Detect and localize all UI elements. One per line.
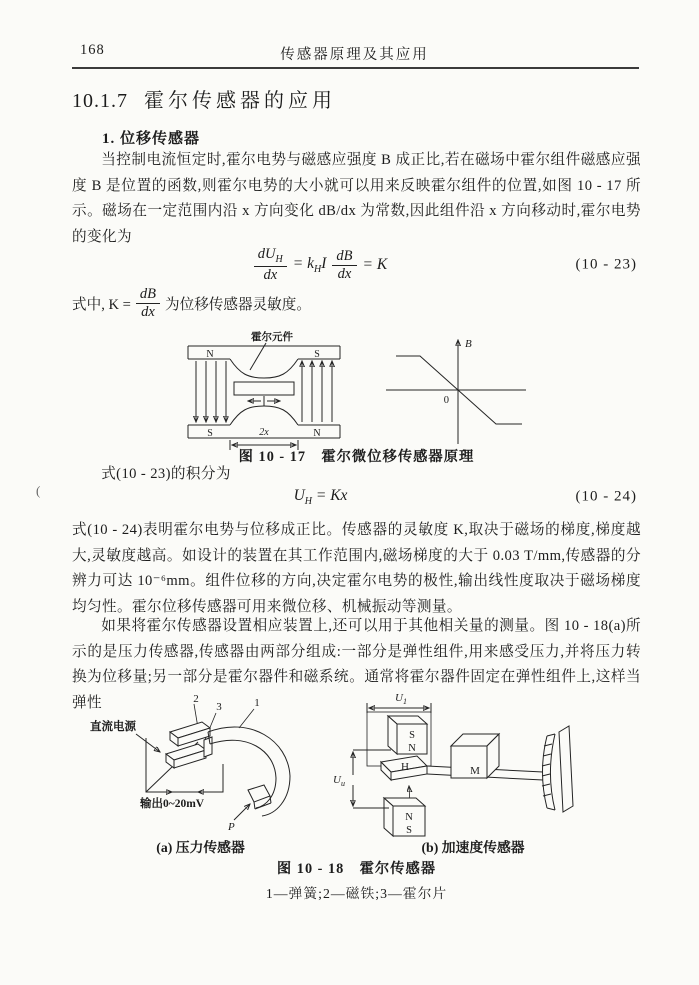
magnet-system	[166, 722, 210, 768]
equation-10-24	[72, 482, 641, 512]
pole-label-bottom-right: N	[312, 428, 321, 439]
figure-10-17	[72, 330, 641, 450]
hall-label: H	[401, 761, 409, 773]
scan-artifact: (	[36, 483, 41, 498]
k-def-lead: 式中, K =	[72, 296, 131, 313]
bottom-magnet-s: S	[406, 825, 412, 836]
section-number: 10.1.7	[72, 90, 128, 112]
mount-wall	[559, 726, 573, 812]
eq23-middle: = $k_HI$	[292, 254, 327, 276]
fig18a-caption: (a) 压力传感器	[156, 840, 245, 855]
fig17-pole-diagram	[184, 330, 344, 450]
integral-intro: 式(10 - 23)的积分为	[101, 466, 231, 482]
callout-1-leader	[239, 709, 254, 728]
k-def-tail: 为位移传感器灵敏度。	[165, 296, 311, 313]
gap-dimension-label: 2x	[258, 427, 269, 438]
pressure-label: P	[228, 821, 235, 833]
fig18b-acceleration-sensor	[323, 690, 623, 840]
hall-plate	[204, 737, 212, 757]
dc-power-label: 直流电源	[90, 721, 136, 733]
eq23-tag: (10 - 23)	[575, 256, 637, 273]
subsection-heading: 1. 位移传感器	[102, 131, 201, 147]
fraction-dB-dx: $\frac{dB}{dx}$	[332, 248, 356, 282]
fig18-legend: 1—弹簧;2—磁铁;3—霍尔片	[265, 886, 448, 901]
hall-element-label: 霍尔元件	[250, 332, 293, 343]
ui-label: $U_1$	[395, 692, 407, 706]
displacement-arrows	[248, 396, 280, 406]
hall-element-leader	[250, 343, 266, 370]
leaf-spring	[542, 734, 555, 810]
pole-label-bottom-left: S	[206, 428, 213, 439]
paragraph-3: 如果将霍尔传感器设置相应装置上,还可以用于其他相关量的测量。图 10 - 18(a)所示的是压力传感器,传感器由两部分组成:一部分是弹性组件,用来感受压力,并将压力转换为位移量;另一部分是霍尔器件和磁系统。通常将霍尔器件固定在弹性组件上,这样当弹性	[72, 618, 641, 711]
field-arrows-down	[196, 361, 226, 422]
pressure-arrow	[234, 804, 250, 820]
ui-dimension	[367, 703, 431, 713]
paragraph-1: 当控制电流恒定时,霍尔电势与磁感应强度 B 成正比,若在磁场中霍尔组件磁感应强度 B 是位置的函数,则霍尔电势的大小就可以用来反映霍尔组件的位置,如图 10 - 17 所示。磁场在一定范围内沿 x 方向变化 dB/dx 为常数,因此组件沿 x 方向移动时,霍尔电势的变化为	[72, 152, 641, 245]
page-number: 168	[80, 42, 105, 58]
running-title: 传感器原理及其应用	[280, 47, 429, 63]
callout-2: 2	[193, 693, 199, 705]
page-header	[72, 42, 637, 64]
bourdon-tube	[208, 727, 290, 816]
y-axis-label: B	[464, 338, 472, 350]
fig18-subcaptions	[78, 836, 641, 856]
field-arrows-up	[302, 361, 332, 422]
fig17-b-x-graph	[380, 330, 530, 450]
pole-label-top-left: N	[205, 349, 214, 360]
tube-end-block	[248, 785, 271, 809]
header-rule	[72, 67, 639, 69]
dc-power-leader	[136, 734, 160, 752]
section-title: 霍尔传感器的应用	[144, 90, 336, 112]
top-magnet-s: S	[409, 730, 415, 741]
origin-label: 0	[443, 395, 449, 406]
top-magnet-n: N	[408, 743, 416, 754]
uu-label: $U_u$	[333, 774, 345, 788]
k-definition-line	[72, 286, 311, 320]
fig18b-caption: (b) 加速度传感器	[421, 840, 525, 855]
pole-label-top-right: S	[313, 349, 320, 360]
fig17-caption: 图 10 - 17 霍尔微位移传感器原理	[238, 449, 475, 465]
output-label: 输出0~20mV	[140, 798, 205, 810]
eq24-tag: (10 - 24)	[575, 488, 637, 505]
fig18-caption: 图 10 - 18 霍尔传感器	[276, 861, 437, 877]
k-def-fraction: $\frac{dB}{dx}$	[136, 286, 160, 320]
bottom-magnet-n: N	[405, 812, 413, 823]
section-heading	[72, 84, 336, 113]
fraction-dUH-dx: $\frac{dU_H}{dx}$	[254, 246, 287, 283]
figure-10-18	[78, 690, 641, 840]
hall-element-plate	[234, 382, 294, 395]
callout-3: 3	[216, 701, 222, 713]
eq24-body: $U_H = Kx$	[293, 486, 348, 508]
equation-10-23	[72, 244, 641, 286]
eq23-result: = K	[362, 256, 388, 273]
paragraph-2: 式(10 - 24)表明霍尔电势与位移成正比。传感器的灵敏度 K,取决于磁场的梯度,梯度越大,灵敏度越高。如设计的装置在其工作范围内,磁场梯度的大于 0.03 T/mm,传感器的分辨力可达 10⁻⁶mm。组件位移的方向,决定霍尔电势的极性,输出线性度取决于磁场梯度均匀性。霍尔位移传感器可用来微位移、机械振动等测量。	[72, 522, 641, 615]
fig18a-pressure-sensor	[78, 692, 323, 840]
callout-1: 1	[254, 697, 260, 709]
mass-label: M	[470, 765, 480, 777]
